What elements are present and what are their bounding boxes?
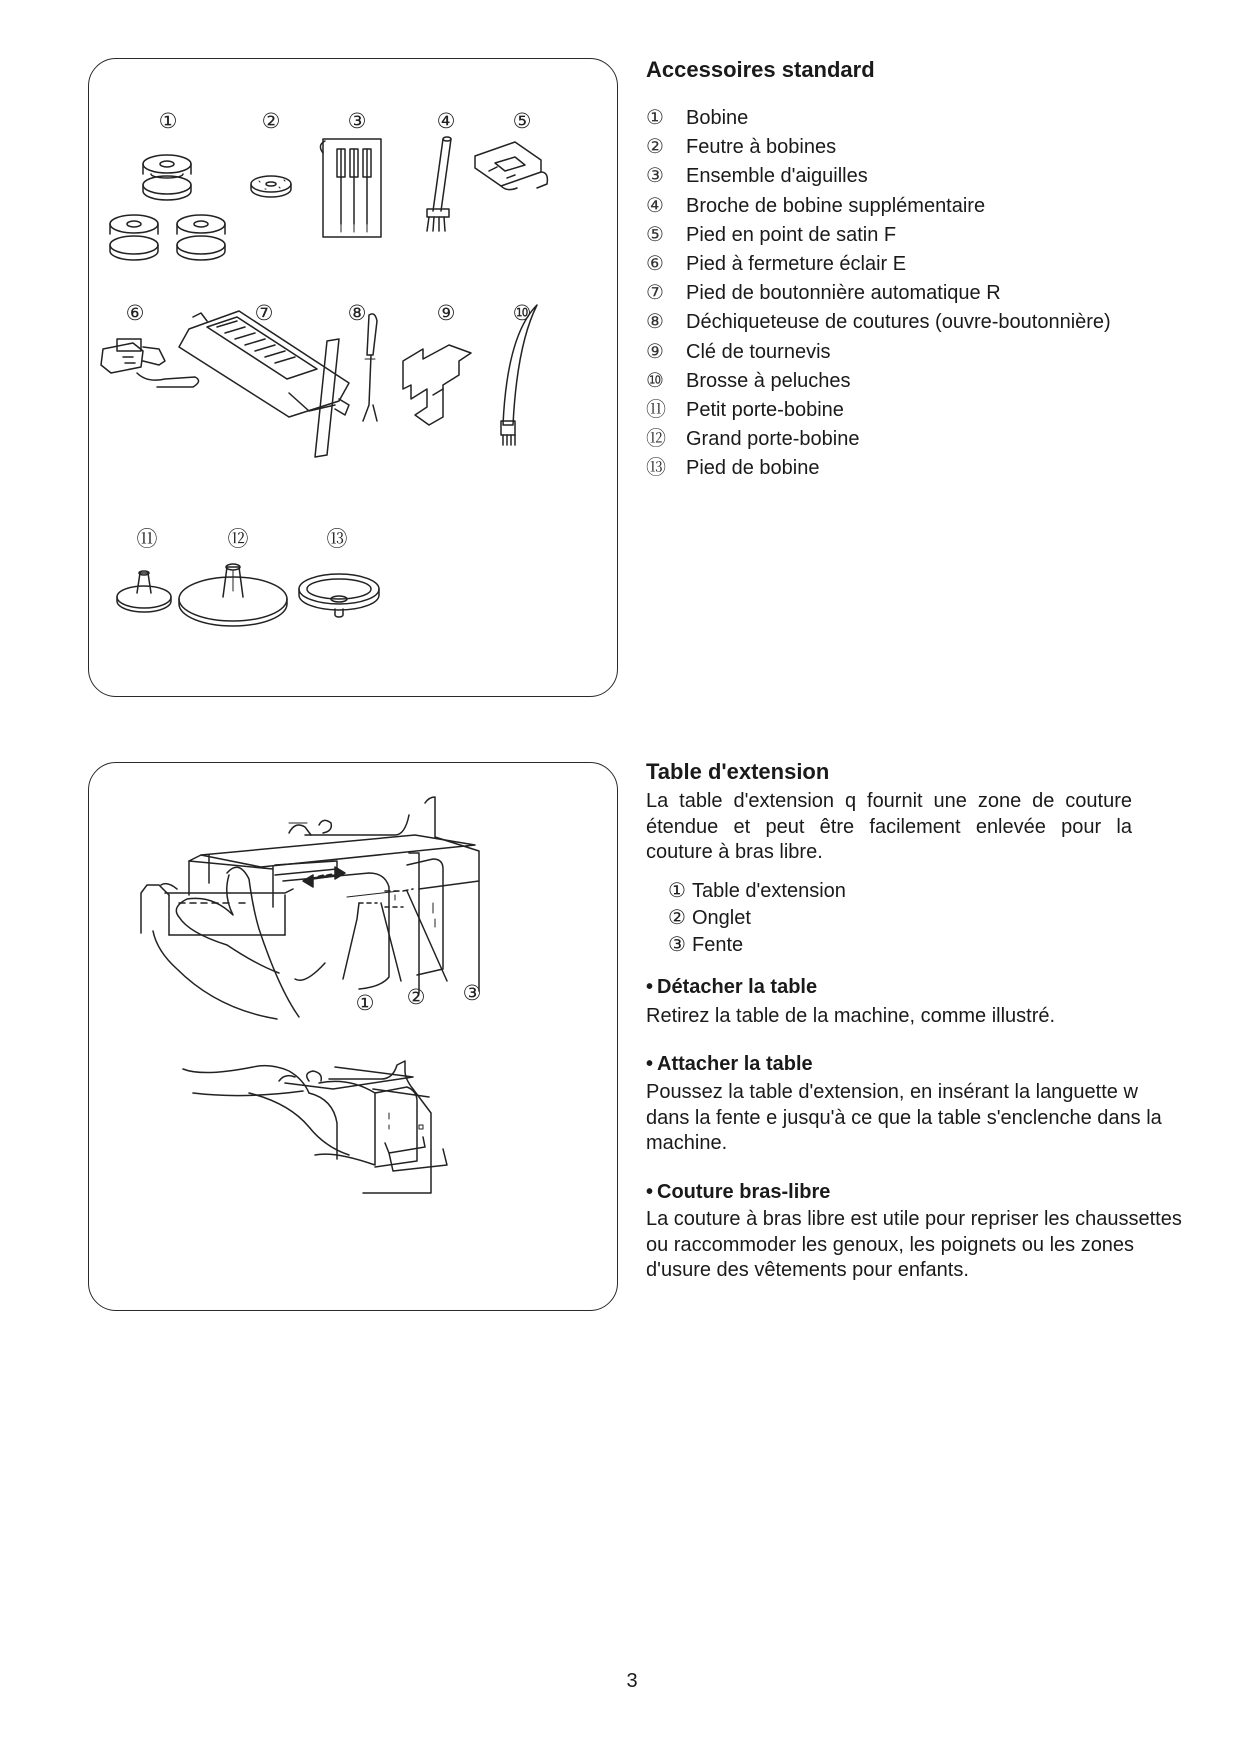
- page-number: 3: [626, 1670, 638, 1692]
- attach-text: Poussez la table d'extension, en insérant la languette w dans la fente e jusqu'à ce que la table s'enclenche dans la machine.: [646, 1081, 1162, 1154]
- list-item: [668, 905, 846, 932]
- list-item: [646, 162, 1111, 191]
- bullet: •: [646, 976, 654, 998]
- item-number: ⑥: [646, 252, 664, 275]
- item-label: Feutre à bobines: [686, 136, 837, 159]
- attach-heading-text: Attacher la table: [657, 1053, 813, 1075]
- item-number: ⑦: [646, 282, 664, 305]
- figure-label-11: ⑪: [136, 528, 158, 551]
- bullet: •: [646, 1181, 654, 1203]
- list-item: [646, 221, 1111, 250]
- item-number: ②: [646, 136, 664, 159]
- item-label: Pied de boutonnière automatique R: [686, 282, 1001, 305]
- item-label: Broche de bobine supplémentaire: [686, 194, 986, 217]
- extension-intro: La table d'extension q fournit une zone de couture étendue et peut être facilement enlevée pour la couture à bras libre.: [646, 790, 1132, 863]
- ext-figure-label-2: ②: [406, 986, 426, 1009]
- detach-text: Retirez la table de la machine, comme illustré.: [646, 1005, 1056, 1027]
- figure-label-12: ⑫: [227, 528, 249, 551]
- item-number: ⑤: [646, 223, 664, 246]
- item-label: Grand porte-bobine: [686, 428, 860, 451]
- list-item: [646, 454, 1111, 483]
- item-label: Table d'extension: [692, 880, 846, 902]
- item-label: Pied de bobine: [686, 457, 820, 480]
- item-number: ⑫: [646, 428, 666, 451]
- item-number: ⑪: [646, 398, 666, 421]
- small-spool-holder-icon: [117, 571, 171, 612]
- item-number: ②: [668, 907, 686, 929]
- figure-label-1: ①: [158, 110, 178, 133]
- item-number: ⑨: [646, 340, 664, 363]
- free-arm-heading: [646, 1181, 830, 1204]
- item-label: Ensemble d'aiguilles: [686, 165, 868, 188]
- detach-table-illustration: [141, 797, 479, 1019]
- screwdriver-key-icon: [403, 345, 471, 425]
- figure-label-13: ⑬: [326, 528, 348, 551]
- item-number: ⑩: [646, 369, 664, 392]
- detach-heading-text: Détacher la table: [657, 976, 818, 998]
- seam-ripper-icon: [315, 314, 377, 457]
- item-number: ③: [646, 165, 664, 188]
- item-number: ③: [668, 934, 686, 956]
- figure-label-3: ③: [347, 110, 367, 133]
- attach-heading: [646, 1053, 813, 1076]
- figure-label-6: ⑥: [125, 302, 145, 325]
- accessories-figure-frame: [88, 58, 618, 697]
- spool-pin-icon: [427, 137, 451, 231]
- attach-table-illustration: [183, 1061, 447, 1193]
- buttonhole-foot-icon: [179, 311, 349, 417]
- list-item: [646, 367, 1111, 396]
- extension-table-figure-frame: [88, 762, 618, 1311]
- item-label: Bobine: [686, 107, 749, 129]
- item-number: ①: [668, 880, 686, 902]
- list-item: [646, 192, 1111, 221]
- ext-figure-label-1: ①: [355, 992, 375, 1015]
- item-label: Clé de tournevis: [686, 340, 831, 363]
- item-label: Pied en point de satin F: [686, 223, 897, 246]
- figure-label-10: ⑩: [512, 302, 532, 325]
- figure-label-4: ④: [436, 110, 456, 133]
- item-label: Déchiqueteuse de coutures (ouvre-boutonnière): [686, 311, 1111, 334]
- figure-label-5: ⑤: [512, 110, 532, 133]
- list-item: [646, 396, 1111, 425]
- large-spool-holder-icon: [179, 564, 287, 626]
- list-item: [646, 308, 1111, 337]
- figure-label-9: ⑨: [436, 302, 456, 325]
- item-label: Onglet: [692, 907, 751, 929]
- accessories-title: Accessoires standard: [646, 57, 875, 82]
- free-arm-heading-text: Couture bras-libre: [657, 1181, 831, 1203]
- item-number: ⑧: [646, 311, 664, 334]
- list-item: [646, 104, 1111, 133]
- item-number: ④: [646, 194, 664, 217]
- bullet: •: [646, 1053, 654, 1075]
- figure-label-8: ⑧: [347, 302, 367, 325]
- satin-foot-icon: [475, 142, 547, 190]
- bobbin-icon: [110, 155, 225, 260]
- list-item: [668, 878, 846, 905]
- accessories-list: [646, 104, 1111, 483]
- item-number: ①: [646, 107, 664, 129]
- item-label: Fente: [692, 934, 744, 956]
- list-item: [646, 279, 1111, 308]
- lint-brush-icon: [501, 302, 537, 445]
- figure-label-2: ②: [261, 110, 281, 133]
- felt-icon: [251, 176, 291, 197]
- list-item: [646, 425, 1111, 454]
- item-label: Pied à fermeture éclair E: [686, 252, 907, 275]
- item-number: ⑬: [646, 457, 666, 480]
- ext-figure-label-3: ③: [462, 982, 482, 1005]
- list-item: [668, 932, 846, 959]
- zipper-foot-icon: [101, 339, 199, 387]
- list-item: [646, 133, 1111, 162]
- detach-heading: [646, 976, 817, 999]
- extension-parts-list: [668, 878, 846, 959]
- list-item: [646, 338, 1111, 367]
- free-arm-text: La couture à bras libre est utile pour repriser les chaussettes ou raccommoder les genoux, les poignets ou les zones d'usure des vêtements pour enfants.: [646, 1208, 1182, 1281]
- item-label: Brosse à peluches: [686, 369, 851, 392]
- item-label: Petit porte-bobine: [686, 398, 844, 421]
- figure-label-7: ⑦: [254, 302, 274, 325]
- list-item: [646, 250, 1111, 279]
- extension-title: Table d'extension: [646, 759, 830, 784]
- needle-set-icon: [320, 139, 381, 237]
- spool-foot-icon: [299, 574, 379, 617]
